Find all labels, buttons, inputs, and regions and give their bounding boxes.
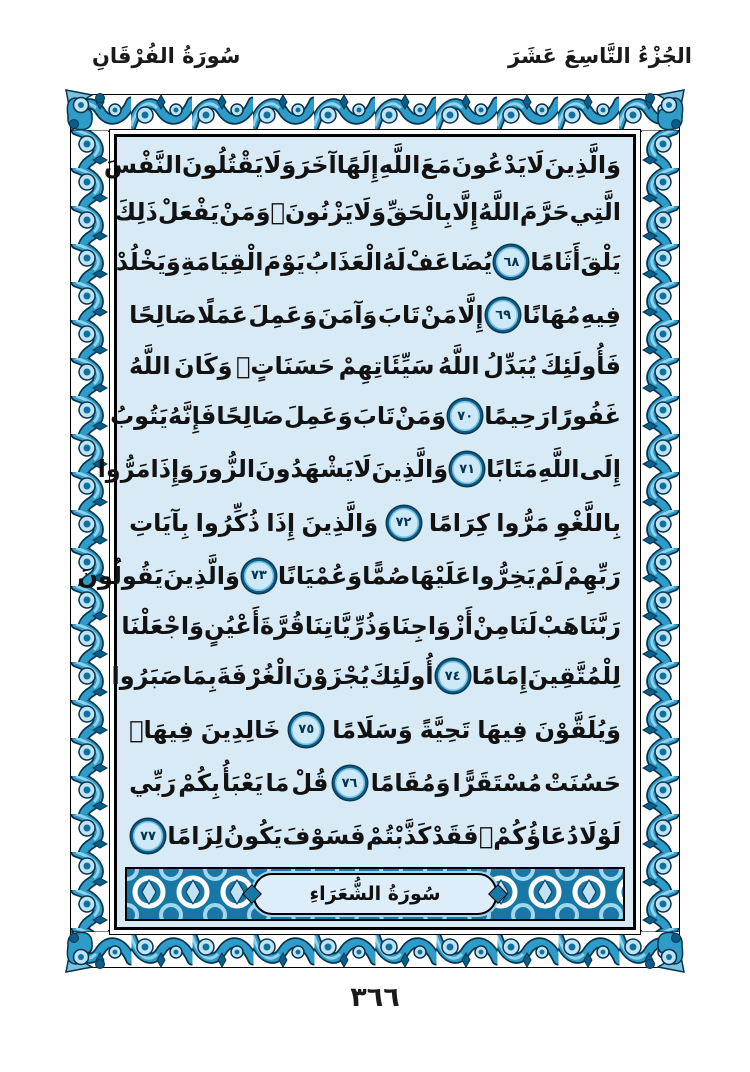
quran-word: فَإِنَّهُ [168,402,217,431]
surah-title: سُورَةُ الفُرْقَانِ [92,44,241,68]
quran-line [129,819,621,853]
quran-word: صَالِحًا [129,301,197,330]
quran-word: لِزَامًا [167,822,224,851]
quran-word: حَسَنَاتٍۗ [236,351,336,380]
quran-word: يَزْنُونَۚ [270,197,354,226]
quran-word: وَعَمِلَ [283,402,353,431]
quran-word: مَنْ [420,301,457,330]
quran-word: وَعَمِلَ [248,301,318,330]
frame-border-bottom [70,930,680,968]
verse-number-medallion: ٧١ [450,452,484,486]
quran-word: أَثَامًا [530,248,581,277]
verse-number-medallion: ٧٣ [242,559,276,593]
quran-word: اللَّهِ [378,150,421,179]
quran-word: بِاللَّغْوِ [555,508,621,537]
quran-word: يَوْمَ [263,248,306,277]
verse-number-medallion: ٧٧ [131,819,165,853]
verse-number-medallion: ٦٩ [486,298,520,332]
quran-word: اللَّهُ [438,351,480,380]
quran-word: الْعَذَابُ [305,248,383,277]
verse-number-medallion: ٧٢ [387,506,421,540]
quran-word: إِلَى [579,455,621,484]
quran-line [114,197,621,226]
quran-word: بِالْحَقِّ [386,197,453,226]
quran-word: لَوْلَا [579,822,621,851]
quran-word: قُرَّةَ [260,612,305,641]
quran-word: أُولَئِكَ [369,662,434,691]
quran-word: وَيُلَقَّوْنَ [534,715,621,744]
quran-word: وَمَنْ [394,402,447,431]
quran-word: بِكُمْ [178,769,221,798]
quran-word: يُضَاعَفْ [405,248,493,277]
quran-word: تَابَ [377,301,421,330]
quran-word: اللَّهُ [478,197,520,226]
verse-number-medallion: ٧٤ [436,659,470,693]
quran-word: اللَّهِ [537,455,580,484]
frame-corner-ornament [62,86,114,138]
quran-word: الْقِيَامَةِ [180,248,264,277]
quran-word: فِيهَا [477,715,528,744]
quran-word: يَقُولُونَ [77,561,164,590]
quran-line [121,612,621,641]
frame-corner-ornament [62,924,114,976]
quran-word: الَّتِي [569,197,621,226]
quran-word: لَمْ [535,561,564,590]
quran-word: وَالَّذِينَ [163,561,240,590]
quran-word: يَعْبَأُ [222,769,264,798]
quran-word: يَكُونُ [223,822,283,851]
quran-word: يَقْتُلُونَ [182,150,264,179]
quran-word: وَكَانَ [174,351,233,380]
quran-word: إِذَا [266,508,296,537]
quran-word: اللَّهُ [129,351,171,380]
quran-word: إِمَامًا [471,662,528,691]
quran-word: وَذُرِّيَّاتِنَا [304,612,392,641]
frame-border-top [70,94,680,132]
quran-line [103,150,621,179]
quran-word: وَإِذَا [150,455,195,484]
quran-word: إِلَّا [457,301,484,330]
quran-word: فَسَوْفَ [282,822,366,851]
quran-line [77,559,621,593]
quran-word: صَبَرُوا [111,662,183,691]
quran-word: وَيَخْلُدْ [115,248,181,277]
quran-word: مَرُّوا [97,455,151,484]
quran-word: لِلْمُتَّقِينَ [527,662,621,691]
quran-word: صُمًّا [362,561,411,590]
quran-word: يَشْهَدُونَ [255,455,354,484]
verse-number-medallion: ٧٠ [448,399,482,433]
quran-word: تَابَ [352,402,395,431]
next-surah-cartouche: سُورَةُ الشُّعَرَاءِ [253,873,497,915]
quran-word: لَا [526,150,545,179]
quran-word: فَأُولَئِكَ [540,351,621,380]
quran-word: كِرَامًا [428,508,490,537]
quran-word: النَّفْسَ [103,150,183,179]
verse-number-medallion: ٦٨ [494,245,528,279]
quran-line [97,452,621,486]
quran-word: وَالَّذِينَ [544,150,621,179]
quran-word: مُسْتَقَرًّا [452,769,543,798]
quran-word: بِمَا [182,662,217,691]
quran-word: يَلْقَ [580,248,621,277]
quran-word: فِيهِ [580,301,621,330]
quran-word: ذَلِكَ [114,197,158,226]
verse-number-medallion: ٧٦ [333,766,367,800]
verse-number-medallion: ٧٥ [289,713,323,747]
quran-word: رَبِّي [129,769,177,798]
quran-word: لَنَا [509,612,538,641]
quran-word: يَخِرُّوا [471,561,536,590]
quran-word: يَدْعُونَ [451,150,527,179]
quran-line [129,352,621,380]
quran-word: مَتَابًا [486,455,538,484]
quran-line [129,506,621,540]
quran-word: يُجْزَوْنَ [292,662,370,691]
quran-word: قُلْ [291,769,329,798]
quran-word: وَالَّذِينَ [371,455,449,484]
quran-word: لَهُ [382,248,406,277]
quran-word: بِآيَاتِ [129,508,190,537]
quran-word: وَمَنْ [219,197,271,226]
quran-text-panel [77,134,636,930]
quran-word: الْغُرْفَةَ [216,662,293,691]
quran-word: مَعَ [420,150,452,179]
frame-border-left [70,130,112,932]
quran-line [110,399,621,433]
quran-word: خَالِدِينَ [200,715,281,744]
quran-lines [77,141,621,863]
quran-word: رَحِيمًا [484,402,551,431]
quran-word: وَعُمْيَانًا [277,561,363,590]
quran-word: وَاجْعَلْنَا [121,612,204,641]
quran-line [129,713,621,747]
quran-word: دُعَاؤُكُمْۖ [478,822,579,851]
quran-word: يُبَدِّلُ [483,351,537,380]
quran-word: وَسَلَامًا [332,715,413,744]
quran-word: مِنْ [473,612,510,641]
quran-line [129,766,621,800]
quran-word: وَالَّذِينَ [301,508,379,537]
quran-line [111,659,621,693]
quran-word: عَمَلًا [197,301,248,330]
quran-word: فِيهَاۚ [129,715,194,744]
quran-word: مَرُّوا [496,508,550,537]
quran-word: إِلَهًا [336,150,379,179]
quran-word: رَبِّهِمْ [563,561,621,590]
juz-title: الجُزْءُ التَّاسِعَ عَشَرَ [508,44,692,68]
decorative-frame [70,94,680,968]
quran-word: تَحِيَّةً [419,715,471,744]
quran-word: يَتُوبُ [110,402,169,431]
quran-word: وَلَا [263,150,297,179]
quran-word: حَسُنَتْ [544,769,621,798]
quran-word: لَا [353,455,372,484]
quran-word: مَا [265,769,290,798]
surah-footer-band [125,867,625,921]
page-number: ٣٦٦ [350,982,400,1013]
quran-word: حَرَّمَ [519,197,570,226]
frame-border-right [638,130,680,932]
quran-word: يَفْعَلْ [157,197,220,226]
quran-word: الزُّورَ [194,455,256,484]
quran-word: فَقَدْ [431,822,479,851]
quran-word: أَعْيُنٍ [203,612,260,641]
frame-corner-ornament [636,924,688,976]
quran-word: مُهَانًا [522,301,581,330]
quran-word: رَبَّنَا [579,612,621,641]
quran-word: سَيِّئَاتِهِمْ [338,351,435,380]
quran-word: هَبْ [537,612,580,641]
quran-word: وَمُقَامًا [370,769,451,798]
quran-word: إِلَّا [452,197,479,226]
quran-word: ذُكِّرُوا [195,508,260,537]
quran-word: كَذَّبْتُمْ [365,822,432,851]
quran-word: وَلَا [353,197,387,226]
quran-word: غَفُورًا [550,402,621,431]
quran-word: أَزْوَاجِنَا [391,612,474,641]
quran-word: عَلَيْهَا [410,561,472,590]
quran-word: صَالِحًا [216,402,284,431]
quran-word: وَآمَنَ [317,301,378,330]
quran-line [115,245,621,279]
frame-corner-ornament [636,86,688,138]
quran-line [129,298,621,332]
quran-word: آخَرَ [296,150,337,179]
